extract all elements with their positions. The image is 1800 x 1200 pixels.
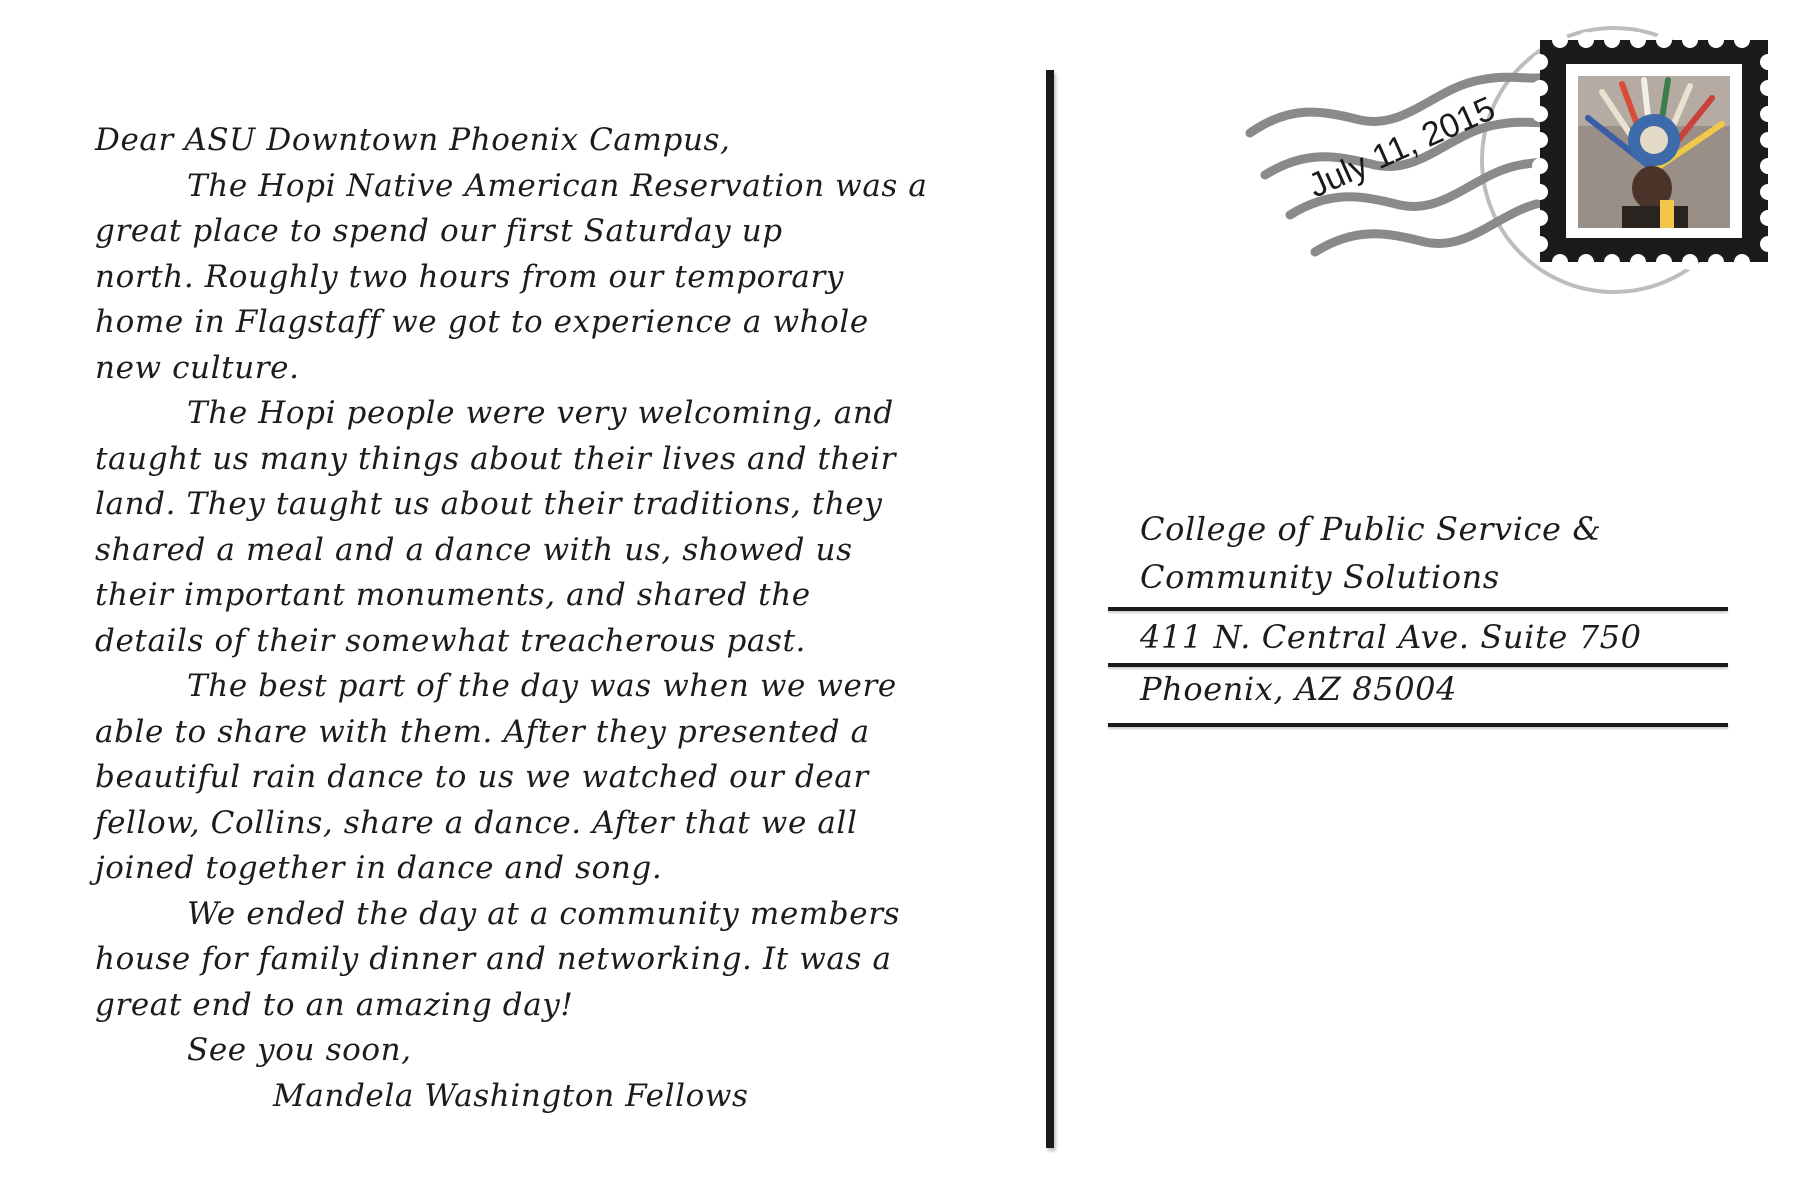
stamp-and-postmark: [1230, 0, 1800, 310]
letter-line: shared a meal and a dance with us, showed us: [95, 531, 853, 568]
letter-line: The Hopi Native American Reservation was a: [187, 167, 928, 204]
letter-line: details of their somewhat treacherous past.: [95, 622, 807, 659]
postage-stamp: [1532, 32, 1776, 270]
letter-line: The Hopi people were very welcoming, and: [187, 395, 894, 431]
address-line: Community Solutions: [1140, 558, 1500, 596]
address-line: Phoenix, AZ 85004: [1140, 670, 1458, 708]
letter-line: their important monuments, and shared the: [95, 577, 811, 613]
letter-line: Dear ASU Downtown Phoenix Campus,: [95, 122, 731, 158]
letter-body: [95, 118, 1025, 1119]
address-line: College of Public Service &: [1140, 510, 1602, 548]
letter-line: land. They taught us about their traditions, they: [95, 486, 883, 522]
letter-line: able to share with them. After they presented a: [95, 713, 870, 750]
letter-line: joined together in dance and song.: [95, 850, 663, 886]
postcard-divider: [1046, 70, 1054, 1148]
address-rule: [1108, 723, 1728, 727]
letter-line: We ended the day at a community members: [187, 895, 901, 932]
postmark-date: July 11, 2015: [1302, 89, 1501, 206]
letter-line: The best part of the day was when we were: [187, 668, 897, 704]
letter-line: new culture.: [95, 349, 300, 386]
letter-line: house for family dinner and networking. It was a: [95, 941, 892, 977]
letter-line: great place to spend our first Saturday up: [95, 213, 783, 249]
address-rule: [1108, 607, 1728, 611]
address-line: 411 N. Central Ave. Suite 750: [1140, 618, 1642, 656]
letter-closing: See you soon,: [187, 1032, 412, 1068]
letter-line: great end to an amazing day!: [95, 986, 574, 1023]
letter-signature: Mandela Washington Fellows: [273, 1077, 749, 1114]
letter-line: home in Flagstaff we got to experience a whole: [95, 304, 869, 340]
letter-line: fellow, Collins, share a dance. After that we all: [95, 804, 858, 841]
letter-line: north. Roughly two hours from our temporary: [95, 258, 844, 295]
address-rule: [1108, 663, 1728, 667]
letter-line: taught us many things about their lives and their: [95, 440, 896, 477]
stamp-photo: [1578, 76, 1730, 228]
letter-line: beautiful rain dance to us we watched our dear: [95, 759, 869, 795]
